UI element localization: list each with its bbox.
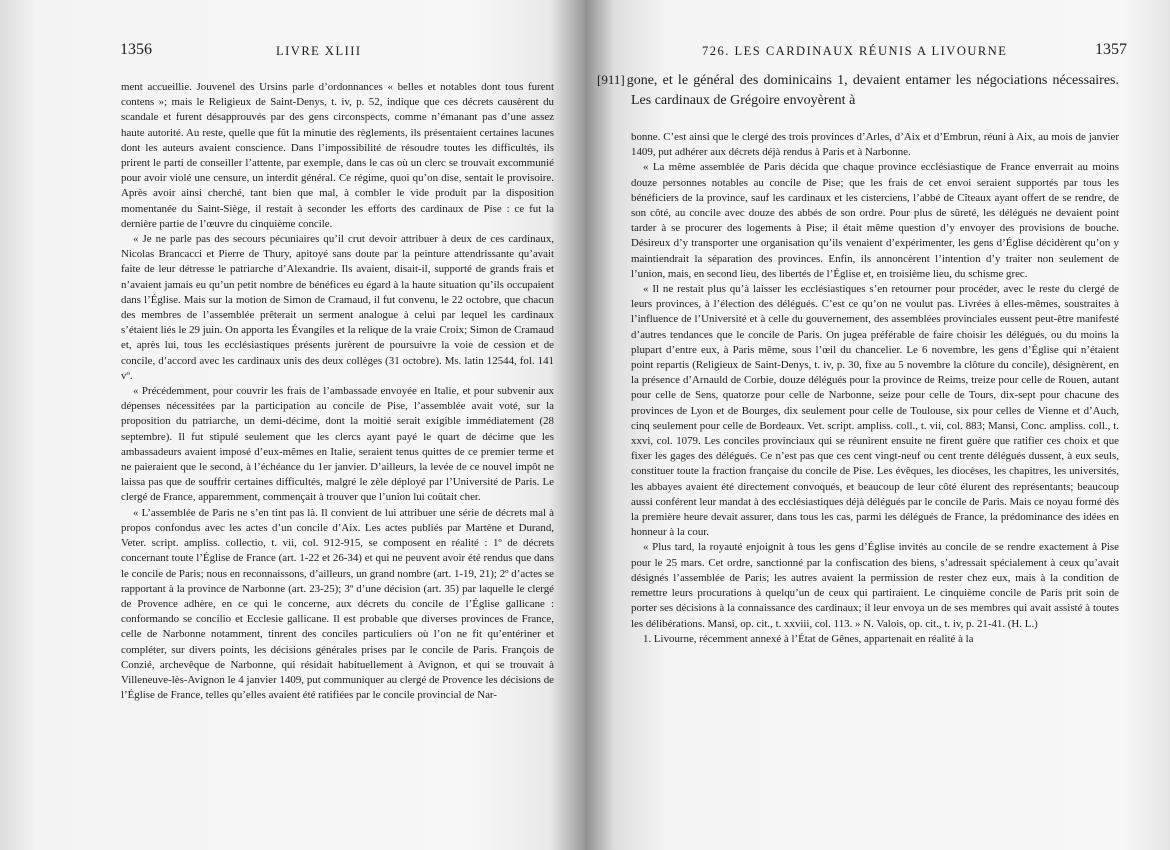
right-page bbox=[585, 0, 1170, 850]
margin-number: [911] bbox=[597, 72, 625, 87]
running-head: LIVRE XLIII bbox=[276, 44, 362, 58]
lead-text: gone, et le général des dominicains 1, devaient entamer les négociations nécessaires. Les cardinaux de Grégoire envoyèrent à bbox=[626, 73, 1119, 108]
running-head: 726. LES CARDINAUX RÉUNIS A LIVOURNE bbox=[702, 44, 1008, 58]
left-body-text bbox=[121, 80, 554, 703]
paragraph: « Plus tard, la royauté enjoignit à tous les gens d’Église invités au concile de se rendre exactement à Pise pour le 25 mars. Cet ordre, sanctionné par la confiscation des biens, s’adressait spécialement à ceux qu’avait désignés l’assemblée de Paris; les autres avaient la permission de rester chez eux, mais à la condition de remettre leurs procurations à quelqu’un de ceux qui partiraient. Le cinquième concile de Paris prit soin de porter ses décisions à la connaissance des cardinaux; il leur envoya un de ses membres qui avait assisté à toutes les délibérations. Mansi, op. cit., t. xxviii, col. 113. » N. Valois, op. cit., t. iv, p. 21-41. (H. L.) bbox=[631, 541, 1119, 630]
lead-paragraph bbox=[597, 70, 1119, 111]
footnote: 1. Livourne, récemment annexé à l’État de Gênes, appartenait en réalité à la bbox=[643, 632, 974, 645]
right-body-text bbox=[631, 130, 1119, 647]
page-number: 1357 bbox=[1095, 41, 1127, 58]
paragraph: ment accueillie. Jouvenel des Ursins parle d’ordonnances « belles et notables dont tous furent contens »; mais le Religieux de Saint-Denys, t. iv, p. 52, indique que ces décrets causèrent du scandale et furent désapprouvés par des gens circonspects, comme n’émanant pas d’une assez haute autorité. Au reste, quelle que fût la minutie des règlements, ils présentaient certaines lacunes dont les auteurs avaient conscience. Dans l’impossibilité de résoudre toutes les difficultés, ils prirent le parti de conseiller l’attente, par exemple, dans le cas où un clerc se trouvait excommunié pour avoir violé une censure, un interdit général. Ce régime, quoi qu’on dise, sentait le provisoire. Après avoir ainsi cherché, tant bien que mal, à combler le vide produit par la disposition momentanée du Saint-Siège, il restait à seconder les efforts des cardinaux de Pise : ce fut la dernière partie de l’œuvre du cinquième concile. bbox=[121, 81, 554, 230]
paragraph: « Je ne parle pas des secours pécuniaires qu’il crut devoir attribuer à deux de ces cardinaux, Nicolas Brancacci et Pierre de Thury, apitoyé sans doute par la peinture attendrissante qu’avait faite de leur détresse le patriarche d’Alexandrie. Ils avaient, disait-il, supporté de grands frais et n’avaient jamais eu qu’un petit nombre de bénéfices eu égard à la haute situation qu’ils occupaient dans l’Église. Mais sur la motion de Simon de Cramaud, il fut convenu, le 22 octobre, que chacun des membres de l’assemblée prêterait un serment analogue à celui par lequel les cardinaux s’étaient liés le 29 juin. On apporta les Évangiles et la relique de la vraie Croix; Simon de Cramaud et, après lui, tous les ecclésiastiques présents jurèrent de poursuivre la voie de cession et de concile, d’accord avec les cardinaux unis des deux collèges (31 octobre). Ms. latin 12544, fol. 141 vº. bbox=[121, 233, 554, 382]
page-number: 1356 bbox=[120, 41, 152, 58]
paragraph: « L’assemblée de Paris ne s’en tint pas là. Il convient de lui attribuer une série de décrets mal à propos confondus avec les actes d’un concile d’Aix. Les actes publiés par Martène et Durand, Veter. script. ampliss. collectio, t. vii, col. 912-915, se composent en réalité : 1º de décrets concernant toute l’Église de France (art. 1-22 et 26-34) et qui ne peuvent avoir été rendus que dans le concile de Paris; nous en reconnaissons, d’ailleurs, un grand nombre (art. 1-19, 21); 2º d’actes se rapportant à la province de Narbonne (art. 23-25); 3º d’une décision (art. 35) par laquelle le clergé de Provence adhère, en ce qui le concerne, aux décrets du concile de l’Église gallicane : conformando se concilio et Ecclesie gallicane. Il est probable que diverses provinces de France, celle de Narbonne notamment, tinrent des conciles particuliers où l’on ne fit qu’entériner et compléter, sur divers points, les décisions générales prises par le concile de Paris. François de Conzié, archevêque de Narbonne, qui résidait habituellement à Avignon, et qui se trouvait à Villeneuve-lès-Avignon le 4 janvier 1409, put communiquer au clergé de Provence les décisions de l’Église de France, telles qu’elles avaient été ratifiées par le concile provincial de Nar- bbox=[121, 506, 554, 702]
paragraph: « La même assemblée de Paris décida que chaque province ecclésiastique de France enverrait au moins douze personnes notables au concile de Pise; que les frais de cet envoi seraient supportés par tous les bénéficiers de la province, sauf les cardinaux et les cisterciens, l’abbé de Cîteaux ayant offert de se rendre, de son côté, au concile avec douze des abbés de son ordre. Pour plus de sûreté, les délégués ne devaient point tarder à se procurer des logements à Pise; il était même question d’y envoyer des provisions de bouche. Désireux d’y transporter une organisation qu’ils venaient d’expérimenter, les gens d’Église décidèrent qu’on y maintiendrait la séparation des provinces. Enfin, ils annoncèrent l’intention d’y traiter non seulement de l’union, mais, en second lieu, des libertés de l’Église et, en troisième lieu, du schisme grec. bbox=[631, 161, 1119, 280]
paragraph: « Il ne restait plus qu’à laisser les ecclésiastiques s’en retourner pour procéder, avec le reste du clergé de leurs provinces, à l’élection des délégués. C’est ce qu’on ne voulut pas. Livrées à elles-mêmes, soustraites à l’influence de l’Université et à celle du gouvernement, des assemblées provinciales eussent peut-être manifesté d’autres tendances que le concile de Paris. On jugea préférable de faire choisir les délégués, ou du moins la plupart d’entre eux, à Paris même, sous l’œil du chancelier. Le 6 novembre, les gens d’Église qui n’étaient point repartis (Religieux de Saint-Denys, t. iv, p. 30, fixe au 5 novembre la clôture du concile), désignèrent, en la présence d’Arnauld de Corbie, douze délégués pour la province de Reims, treize pour celle de Rouen, autant pour celle de Sens, quatorze pour celle de Narbonne, seize pour celle de Tours, dix-sept pour chacune des provinces de Lyon et de Bourges, dix seulement pour celle de Toulouse, six pour celles de Vienne et d’Auch, cinq seulement pour celle de Bordeaux. Vet. script. ampliss. coll., t. vii, col. 883; Mansi, Conc. ampliss. coll., t. xxvi, col. 1079. Les conciles provinciaux qui se réunirent ensuite ne firent guère que ratifier ces choix et que fixer les gages des délégués. Ce n’est pas que ces cent vingt-neuf ou cent trente délégués dussent, à eux seuls, constituer toute la fraction française du concile de Pise. Les évêques, les diocèses, les chapitres, les universités, les abbayes avaient été directement convoqués, et beaucoup de leur côté élurent des représentants; beaucoup aussi conférent leur mandat à des ecclésiastiques déjà délégués par le concile de Paris. Mais ce noyau formé dès la première heure devait assurer, dans tous les cas, parmi les délégués de France, la prédominance des idées en honneur à la cour. bbox=[631, 283, 1119, 539]
paragraph: « Précédemment, pour couvrir les frais de l’ambassade envoyée en Italie, et pour subvenir aux dépenses nécessitées par la participation au concile de Pise, l’assemblée avait voté, sur la proposition du patriarche, un demi-décime, dont la moitié serait exigible immédiatement (28 septembre). Il fut stipulé seulement que les clercs ayant payé le quart de décime que les ambassadeurs avaient imposé d’eux-mêmes en Italie, seraient tenus quittes de ce premier terme et ne paieraient que le second, à l’échéance du 1er janvier. D’ailleurs, la levée de ce nouvel impôt ne laissa pas que de souffrir certaines difficultés, malgré le zèle déployé par l’Université de Paris. Le clergé de France, apparemment, commençait à trouver que l’union lui coûtait cher. bbox=[121, 385, 554, 504]
paragraph: bonne. C’est ainsi que le clergé des trois provinces d’Arles, d’Aix et d’Embrun, réuni à Aix, au mois de janvier 1409, put adhérer aux décrets déjà rendus à Paris et à Narbonne. bbox=[631, 131, 1119, 159]
